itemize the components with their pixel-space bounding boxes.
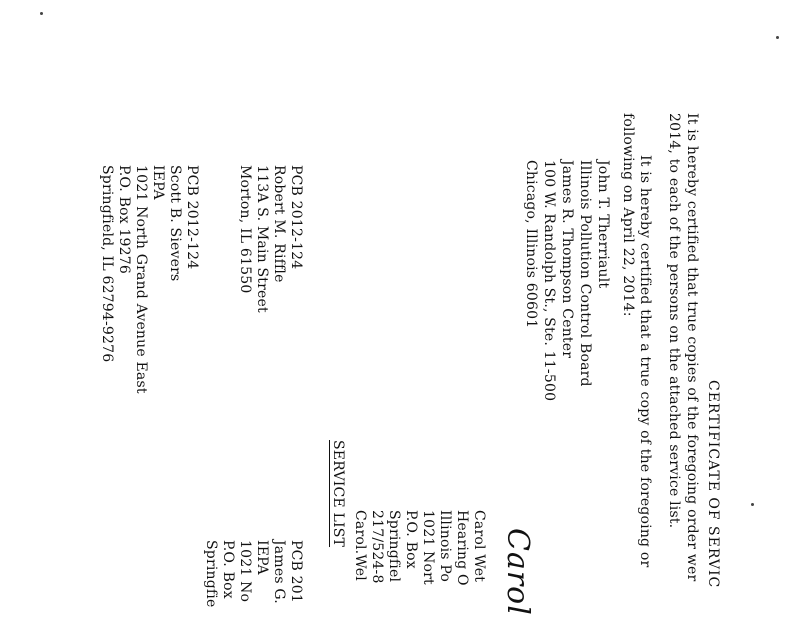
- recipient-line: James R. Thompson Center: [559, 160, 575, 359]
- service-entry-line: IEPA: [150, 165, 166, 200]
- service-entry-line: Springfie: [203, 540, 219, 608]
- recipient-line: Chicago, Illinois 60601: [523, 160, 539, 329]
- service-entry-line: Scott B. Sievers: [167, 165, 183, 282]
- service-entry-line: P.O. Box: [220, 540, 236, 599]
- service-entry-line: 113A S. Main Street: [254, 165, 270, 313]
- service-entry-line: Robert M. Riffle: [271, 165, 287, 283]
- para1-line1: It is hereby certified that true copies of the foregoing order wer: [684, 113, 700, 582]
- certificate-title: CERTIFICATE OF SERVIC: [705, 380, 721, 589]
- recipient-line: John T. Therriault: [595, 160, 611, 289]
- signature-block-line: Illinois Po: [437, 510, 453, 583]
- para1-line2: 2014, to each of the persons on the attached service list.: [666, 113, 682, 529]
- service-entry-line: PCB 2012-124: [184, 165, 200, 270]
- recipient-line: Illinois Pollution Control Board: [577, 160, 593, 387]
- para2-line2: following on April 22, 2014:: [620, 113, 636, 317]
- service-entry-line: Springfield, IL 62794-9276: [99, 165, 115, 363]
- scan-speck: [751, 503, 754, 506]
- signature-block-line: Carol.Wel: [352, 510, 368, 581]
- scan-speck: [40, 12, 43, 15]
- scan-speck: [776, 36, 779, 39]
- service-entry-line: IEPA: [254, 540, 270, 575]
- recipient-line: 100 W. Randolph St., Ste. 11-500: [541, 160, 557, 402]
- signature-block-line: 217/524-8: [369, 510, 385, 584]
- service-list-heading: SERVICE LIST: [330, 440, 346, 548]
- signature-block-line: 1021 Nort: [420, 510, 436, 585]
- service-entry-line: PCB 201: [288, 540, 304, 603]
- service-entry-line: James G.: [271, 540, 287, 604]
- service-entry-line: Morton, IL 61550: [237, 165, 253, 294]
- service-entry-line: 1021 No: [237, 540, 253, 603]
- signature-block-line: Hearing O: [454, 510, 470, 586]
- signature-block-line: Springfiel: [386, 510, 402, 583]
- signature-block-line: P.O. Box: [403, 510, 419, 569]
- signature-block-line: Carol Wet: [471, 510, 487, 583]
- para2-line1: It is hereby certified that a true copy of the foregoing or: [637, 155, 653, 568]
- handwritten-signature: Carol: [500, 528, 535, 616]
- service-entry-line: 1021 North Grand Avenue East: [133, 165, 149, 394]
- service-entry-line: PCB 2012-124: [288, 165, 304, 270]
- service-entry-line: P.O. Box 19276: [116, 165, 132, 274]
